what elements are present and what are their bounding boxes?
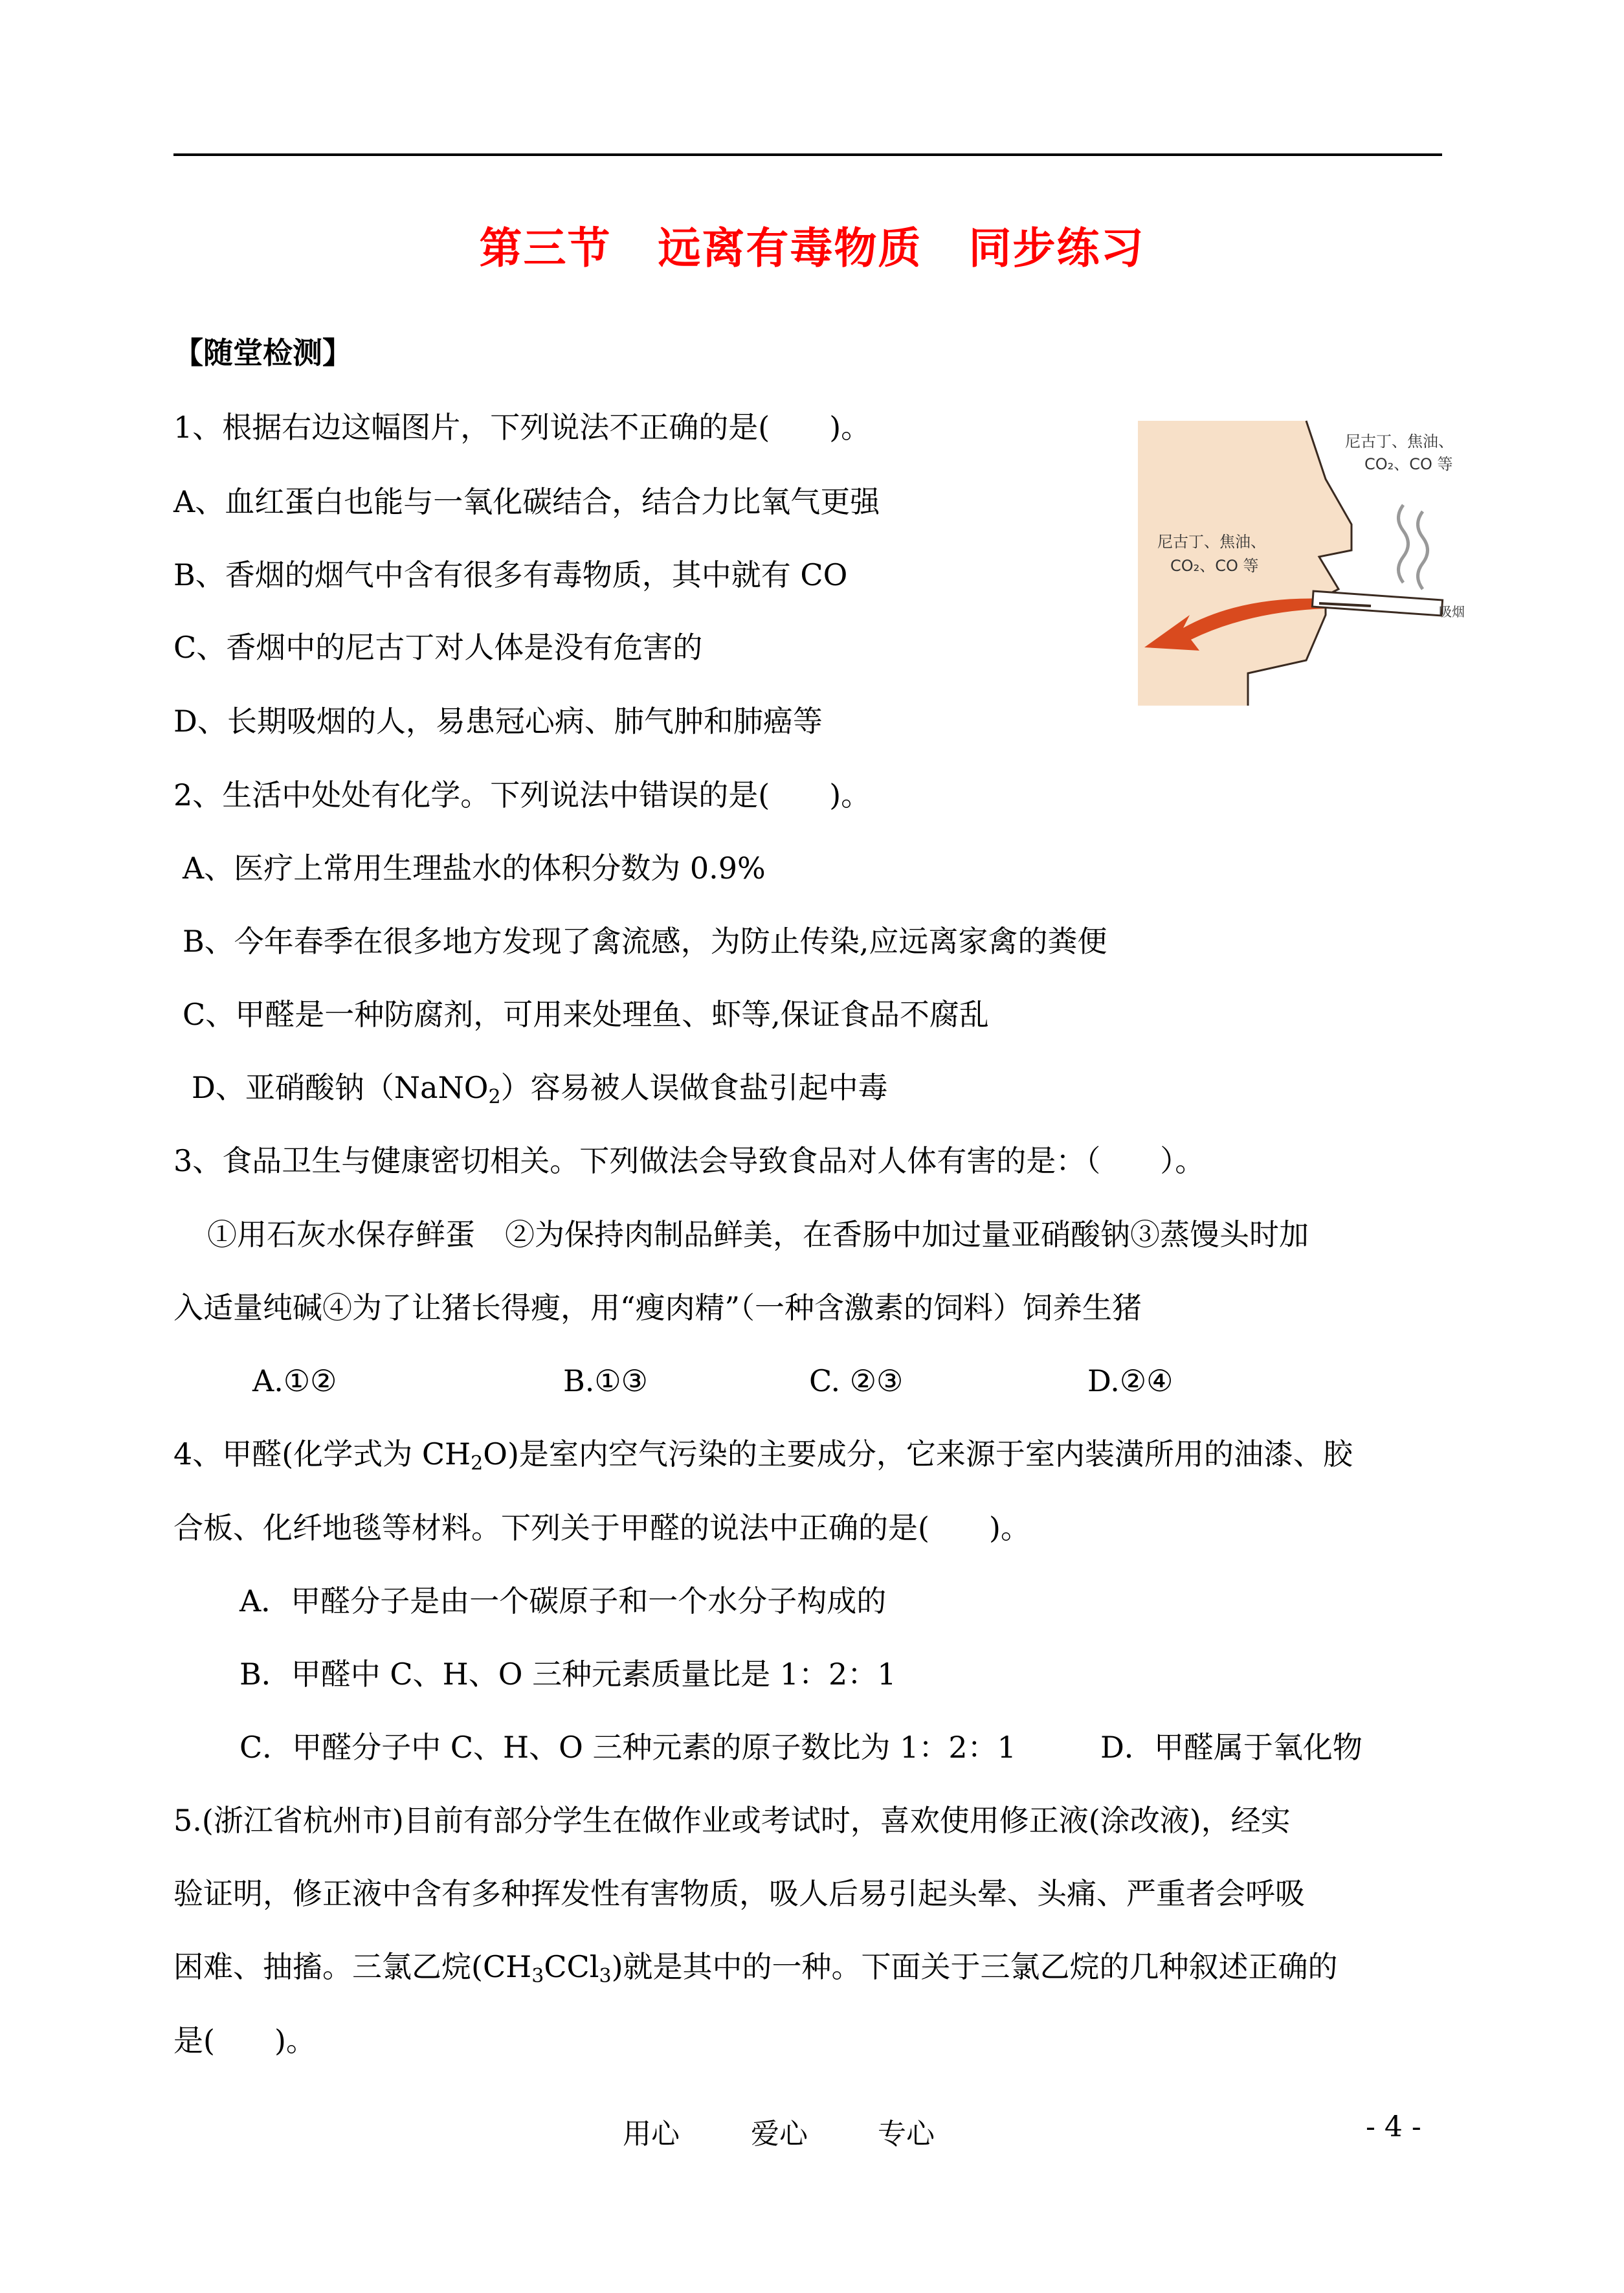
section-heading: 【随堂检测】 [173,335,352,370]
q2-option-d [192,1068,888,1117]
q4-stem-line-2: 合板、化纤地毯等材料。下列关于甲醛的说法中正确的是( )。 [173,1510,1030,1545]
q5-line-2: 验证明，修正液中含有多种挥发性有害物质，吸人后易引起头晕、头痛、严重者会呼吸 [173,1876,1305,1911]
figure-cigarette-text: 吸烟 [1439,604,1465,620]
q1-option-a: A、血红蛋白也能与一氧化碳结合，结合力比氧气更强 [173,484,880,519]
figure-label-mid-1: 尼古丁、焦油、 [1157,533,1266,551]
q2-d-text-1: D、亚硝酸钠（NaNO [192,1070,489,1105]
q2-option-b: B、今年春季在很多地方发现了禽流感，为防止传染,应远离家禽的粪便 [183,924,1107,959]
q2-option-c: C、甲醛是一种防腐剂，可用来处理鱼、虾等,保证食品不腐乱 [183,997,989,1032]
header-rule [173,153,1442,156]
figure-label-top-1: 尼古丁、焦油、 [1345,432,1454,451]
q2-option-a: A、医疗上常用生理盐水的体积分数为 0.9% [183,851,766,886]
q3-option-d: D.②④ [1087,1363,1174,1398]
q5-line3-sub-2: 3 [599,1965,612,1987]
footer-text-2: 爱心 [751,2118,808,2151]
q4-option-a: A．甲醛分子是由一个碳原子和一个水分子构成的 [239,1583,887,1618]
title-section: 第三节 [479,223,612,273]
q4-stem-line-1 [173,1435,1353,1483]
title-practice: 同步练习 [968,223,1145,273]
footer-text-3: 专心 [878,2118,935,2151]
footer-text-1: 用心 [623,2118,680,2151]
page-title [0,214,1624,275]
q5-line3-text-1: 困难、抽搐。三氯乙烷(CH [173,1949,532,1984]
q3-option-c: C. ②③ [809,1363,904,1398]
q5-line3-text-3: )就是其中的一种。下面关于三氯乙烷的几种叙述正确的 [611,1949,1338,1984]
q5-line-3 [173,1947,1338,1996]
q4-stem-sub: 2 [471,1452,484,1475]
figure-label-mid-2: CO₂、CO 等 [1170,557,1259,575]
q2-d-text-2: ）容易被人误做食盐引起中毒 [500,1070,888,1105]
q4-option-b: B．甲醛中 C、H、O 三种元素质量比是 1：2：1 [239,1657,896,1692]
page-number: - 4 - [1366,2110,1421,2143]
q1-stem: 1、根据右边这幅图片，下列说法不正确的是( )。 [173,410,871,445]
q5-line3-text-2: CCl [544,1949,599,1984]
q3-option-b: B.①③ [563,1363,648,1398]
q4-stem-text-2: O)是室内空气污染的主要成分，它来源于室内装潢所用的油漆、胶 [483,1437,1353,1471]
q3-stem: 3、食品卫生与健康密切相关。下列做法会导致食品对人体有害的是：（ ）。 [173,1143,1205,1178]
q3-statement-line-1: ①用石灰水保存鲜蛋 ②为保持肉制品鲜美，在香肠中加过量亚硝酸钠③蒸馒头时加 [207,1217,1309,1252]
smoking-illustration [1112,401,1474,706]
q5-line-1: 5.(浙江省杭州市)目前有部分学生在做作业或考试时，喜欢使用修正液(涂改液)，经实 [173,1803,1291,1838]
q3-option-a: A.①② [252,1363,337,1398]
smoking-figure [1112,401,1474,706]
q5-line-4: 是( )。 [173,2023,316,2058]
q4-option-d: D．甲醛属于氧化物 [1100,1730,1363,1765]
title-topic: 远离有毒物质 [658,223,922,273]
q2-stem: 2、生活中处处有化学。下列说法中错误的是( )。 [173,777,871,812]
q1-option-d: D、长期吸烟的人，易患冠心病、肺气肿和肺癌等 [173,704,823,739]
q1-option-b: B、香烟的烟气中含有很多有毒物质，其中就有 CO [173,557,848,592]
q2-d-sub: 2 [488,1086,501,1108]
q3-statement-line-2: 入适量纯碱④为了让猪长得瘦，用“瘦肉精”（一种含激素的饲料）饲养生猪 [173,1290,1142,1325]
q5-line3-sub-1: 3 [531,1965,544,1987]
q4-stem-text-1: 4、甲醛(化学式为 CH [173,1437,471,1471]
figure-label-top-2: CO₂、CO 等 [1364,455,1453,473]
q4-option-c: C．甲醛分子中 C、H、O 三种元素的原子数比为 1：2：1 [239,1730,1016,1765]
q1-option-c: C、香烟中的尼古丁对人体是没有危害的 [173,630,703,665]
